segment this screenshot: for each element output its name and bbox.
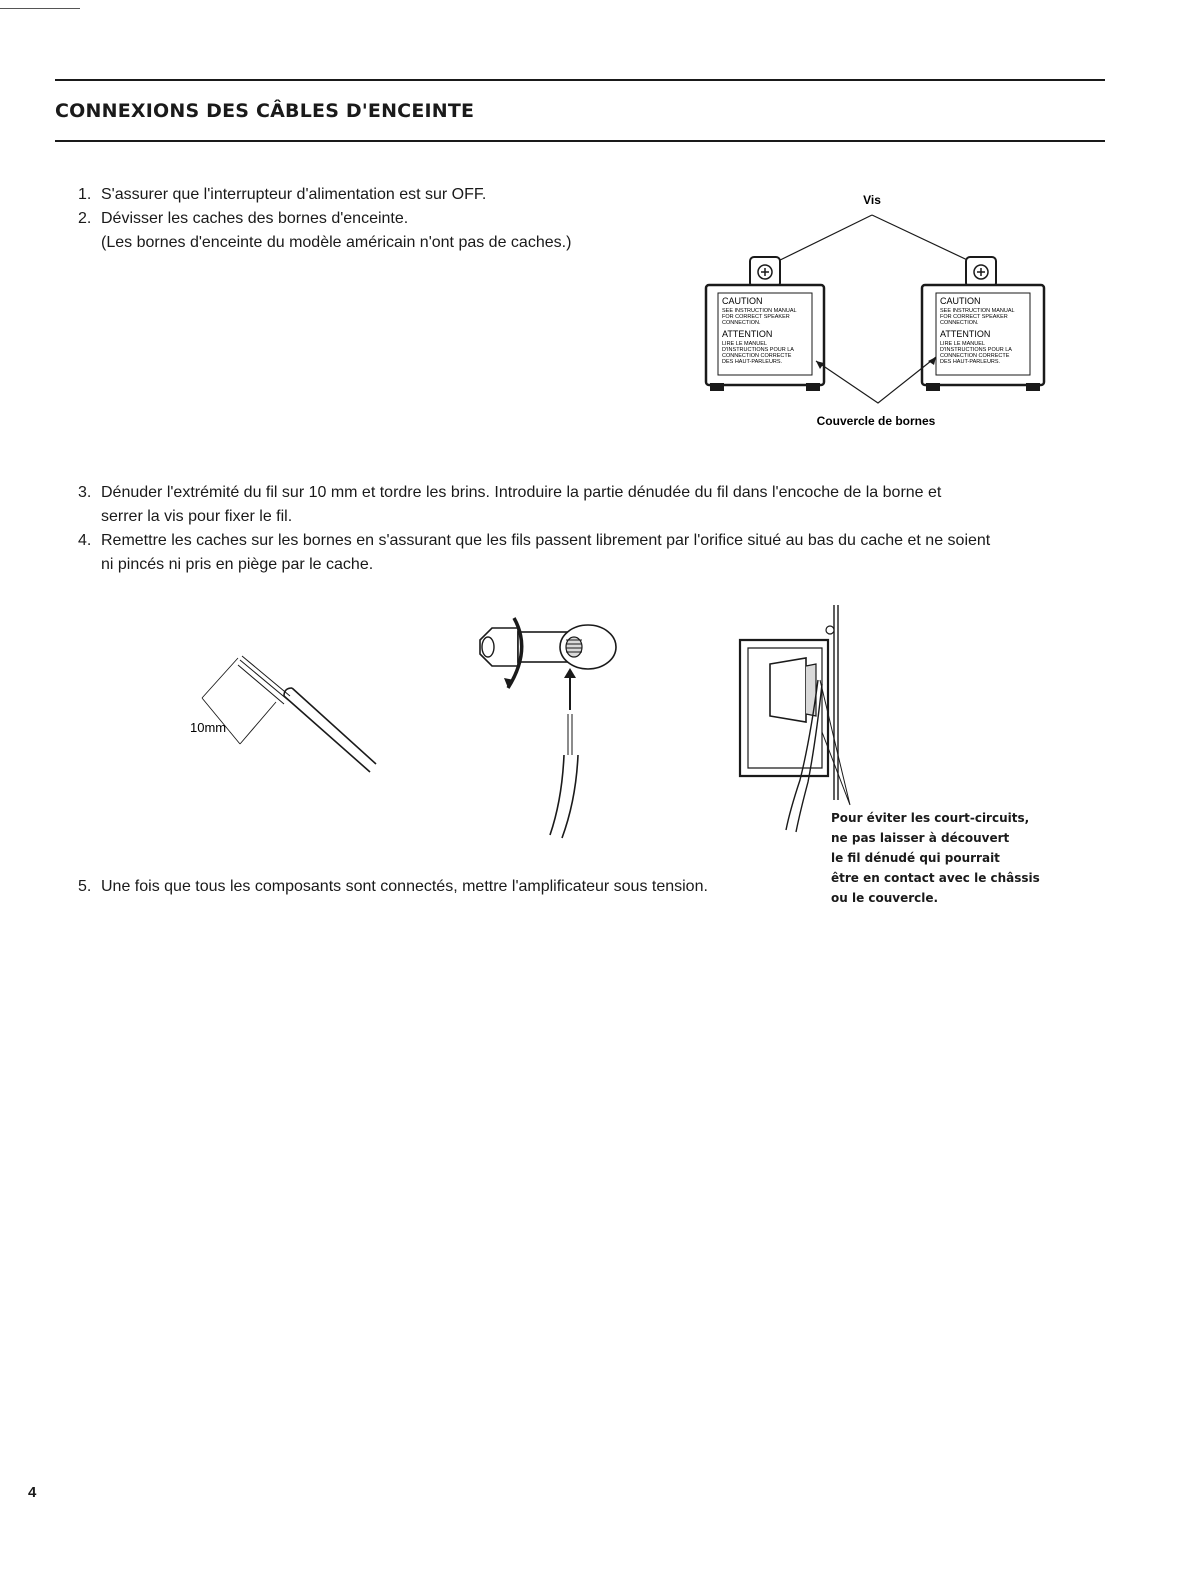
binding-post bbox=[480, 618, 616, 688]
stripped-wire-figure bbox=[180, 640, 390, 790]
svg-text:ATTENTION: ATTENTION bbox=[940, 329, 991, 339]
step-number: 5. bbox=[78, 878, 92, 895]
svg-text:D'INSTRUCTIONS POUR LA: D'INSTRUCTIONS POUR LA bbox=[722, 347, 794, 353]
step-text: S'assurer que l'interrupteur d'alimentation est sur OFF. bbox=[101, 186, 487, 203]
step-3 bbox=[78, 481, 1108, 529]
svg-text:LIRE LE MANUEL: LIRE LE MANUEL bbox=[940, 341, 985, 347]
svg-text:DES HAUT-PARLEURS.: DES HAUT-PARLEURS. bbox=[940, 359, 1001, 365]
caption-line: le fil dénudé qui pourrait bbox=[831, 851, 1000, 865]
svg-text:SEE INSTRUCTION MANUAL: SEE INSTRUCTION MANUAL bbox=[940, 308, 1015, 314]
right-terminal-cover bbox=[922, 257, 1044, 391]
wire-strands bbox=[568, 714, 572, 755]
terminal-covers-figure bbox=[700, 185, 1060, 435]
bottom-rule bbox=[55, 140, 1105, 142]
cover-clearance-figure bbox=[730, 600, 910, 840]
wire-insulation bbox=[550, 755, 578, 838]
caption-line: Pour éviter les court-circuits, bbox=[831, 811, 1030, 825]
wire-insulation bbox=[284, 688, 376, 772]
step-text: Remettre les caches sur les bornes en s'assurant que les fils passent librement par l'orifice situé au bas du cache et ne soient bbox=[101, 532, 991, 549]
label-screw: Vis bbox=[863, 193, 881, 207]
step-2 bbox=[78, 207, 718, 255]
svg-text:CONNECTION CORRECTE: CONNECTION CORRECTE bbox=[722, 353, 792, 359]
cover-leader-lines bbox=[816, 357, 936, 403]
top-edge-mark bbox=[0, 8, 80, 9]
svg-text:CAUTION: CAUTION bbox=[722, 296, 763, 306]
step-text-cont: serrer la vis pour fixer le fil. bbox=[101, 508, 293, 525]
dimension-label: 10mm bbox=[190, 720, 227, 735]
step-number: 1. bbox=[78, 186, 92, 203]
step-number: 2. bbox=[78, 210, 92, 227]
svg-text:LIRE LE MANUEL: LIRE LE MANUEL bbox=[722, 341, 767, 347]
nut-hole-icon bbox=[482, 637, 494, 657]
short-circuit-caption bbox=[831, 808, 1071, 908]
label-terminal-cover: Couvercle de bornes bbox=[816, 414, 936, 428]
svg-text:DES HAUT-PARLEURS.: DES HAUT-PARLEURS. bbox=[722, 359, 783, 365]
step-text: Une fois que tous les composants sont connectés, mettre l'amplificateur sous tension. bbox=[101, 878, 708, 895]
top-rule bbox=[55, 79, 1105, 81]
step-number: 3. bbox=[78, 484, 92, 501]
caption-line: être en contact avec le châssis bbox=[831, 871, 1040, 885]
svg-text:D'INSTRUCTIONS POUR LA: D'INSTRUCTIONS POUR LA bbox=[940, 347, 1012, 353]
caption-line: ne pas laisser à découvert bbox=[831, 831, 1010, 845]
chassis-panel bbox=[834, 605, 838, 800]
screw-icon bbox=[826, 626, 834, 634]
step-text: Dénuder l'extrémité du fil sur 10 mm et tordre les brins. Introduire la partie dénudée du fil dans l'encoche de la borne et bbox=[101, 484, 942, 501]
screw-arrowheads bbox=[770, 257, 978, 267]
svg-text:FOR CORRECT SPEAKER: FOR CORRECT SPEAKER bbox=[940, 314, 1008, 320]
step-text-note: (Les bornes d'enceinte du modèle américain n'ont pas de caches.) bbox=[101, 234, 572, 251]
svg-text:CONNECTION CORRECTE: CONNECTION CORRECTE bbox=[940, 353, 1010, 359]
screw-leader-lines bbox=[770, 215, 978, 265]
section-title: CONNEXIONS DES CÂBLES D'ENCEINTE bbox=[55, 100, 475, 122]
svg-text:SEE INSTRUCTION MANUAL: SEE INSTRUCTION MANUAL bbox=[722, 308, 797, 314]
svg-text:CONNECTION.: CONNECTION. bbox=[940, 320, 979, 326]
step-text: Dévisser les caches des bornes d'enceinte. bbox=[101, 210, 409, 227]
binding-post-side bbox=[770, 658, 806, 722]
page-number: 4 bbox=[28, 1484, 37, 1501]
wire-strands bbox=[238, 656, 290, 704]
svg-text:CONNECTION.: CONNECTION. bbox=[722, 320, 761, 326]
caption-line: ou le couvercle. bbox=[831, 891, 939, 905]
step-text-cont: ni pincés ni pris en piège par le cache. bbox=[101, 556, 374, 573]
svg-text:ATTENTION: ATTENTION bbox=[722, 329, 773, 339]
svg-text:FOR CORRECT SPEAKER: FOR CORRECT SPEAKER bbox=[722, 314, 790, 320]
svg-text:CAUTION: CAUTION bbox=[940, 296, 981, 306]
left-terminal-cover bbox=[706, 257, 824, 391]
step-number: 4. bbox=[78, 532, 92, 549]
step-4 bbox=[78, 529, 1108, 577]
terminal-insertion-figure bbox=[470, 610, 630, 845]
